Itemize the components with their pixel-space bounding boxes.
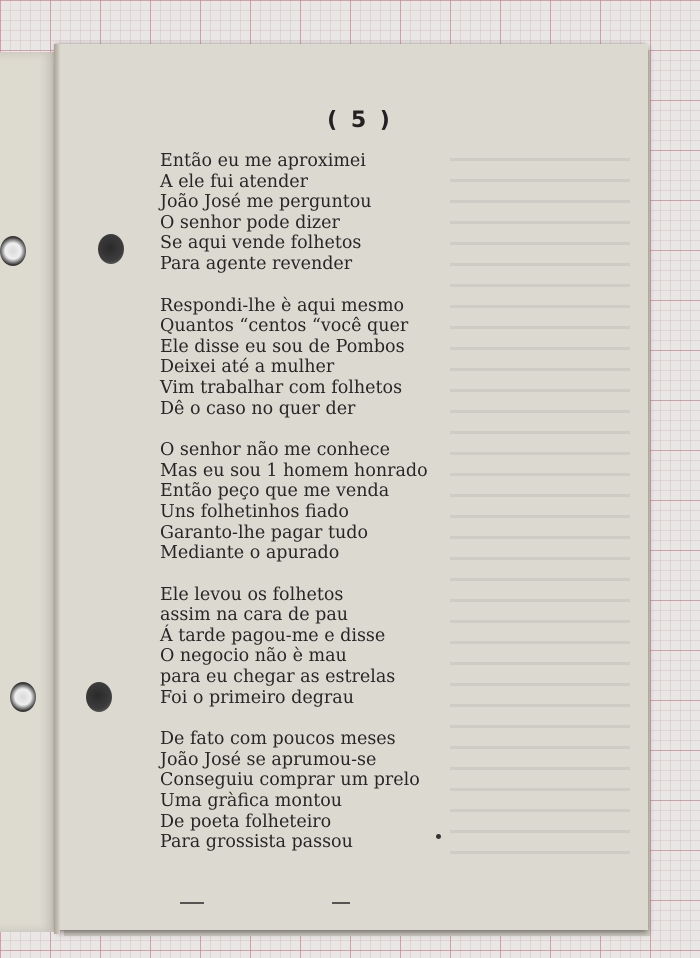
punch-hole [98, 234, 124, 264]
poem-line: assim na cara de pau [160, 605, 349, 626]
previous-page-edge [0, 52, 56, 932]
poem-text [160, 151, 540, 874]
poem-line: para eu chegar as estrelas [160, 667, 396, 688]
poem-line: Garanto-lhe pagar tudo [160, 522, 368, 543]
punch-hole [10, 682, 36, 712]
poem-line: De fato com poucos meses [160, 729, 396, 750]
poem-line: Deixei até a mulher [160, 357, 335, 378]
stanza [160, 729, 540, 853]
punch-hole [0, 236, 26, 266]
poem-line: Para agente revender [160, 253, 353, 274]
poem-line: O negocio não è mau [160, 646, 347, 667]
ink-dot [436, 834, 441, 839]
stanza [160, 585, 540, 709]
poem-line: Dê o caso no quer der [160, 398, 356, 419]
poem-line: O senhor pode dizer [160, 212, 340, 233]
poem-line: Mas eu sou 1 homem honrado [160, 460, 428, 481]
poem-line: Se aqui vende folhetos [160, 233, 362, 254]
poem-line: Mediante o apurado [160, 543, 340, 564]
poem-line: Á tarde pagou-me e disse [160, 625, 386, 646]
poem-line: Quantos “centos “você quer [160, 316, 409, 337]
poem-line: Conseguiu comprar um prelo [160, 770, 420, 791]
poem-line: Para grossista passou [160, 832, 353, 853]
poem-line: Foi o primeiro degrau [160, 687, 354, 708]
stanza [160, 296, 540, 420]
poem-line: Ele disse eu sou de Pombos [160, 336, 405, 357]
poem-line: A ele fui atender [160, 171, 308, 192]
binding-edge [54, 44, 60, 934]
poem-line: João José se aprumou-se [160, 749, 377, 770]
poem-line: Então peço que me venda [160, 481, 390, 502]
poem-line: Respondi-lhe è aqui mesmo [160, 295, 405, 316]
poem-line: Então eu me aproximei [160, 151, 366, 171]
stanza [160, 440, 540, 564]
poem-line: Uns folhetinhos fiado [160, 501, 349, 522]
booklet-page [58, 44, 648, 930]
poem-line: Uma gràfica montou [160, 791, 343, 812]
poem-line: De poeta folheteiro [160, 811, 332, 832]
punch-hole [86, 682, 112, 712]
stanza [160, 151, 540, 275]
poem-line: Ele levou os folhetos [160, 584, 344, 605]
poem-line: João José me perguntou [160, 192, 372, 213]
bottom-rule [180, 902, 204, 904]
bottom-rule [332, 902, 350, 904]
poem-line: Vim trabalhar com folhetos [160, 377, 403, 398]
page-number: ( 5 ) [327, 108, 393, 133]
poem-line: O senhor não me conhece [160, 440, 390, 461]
